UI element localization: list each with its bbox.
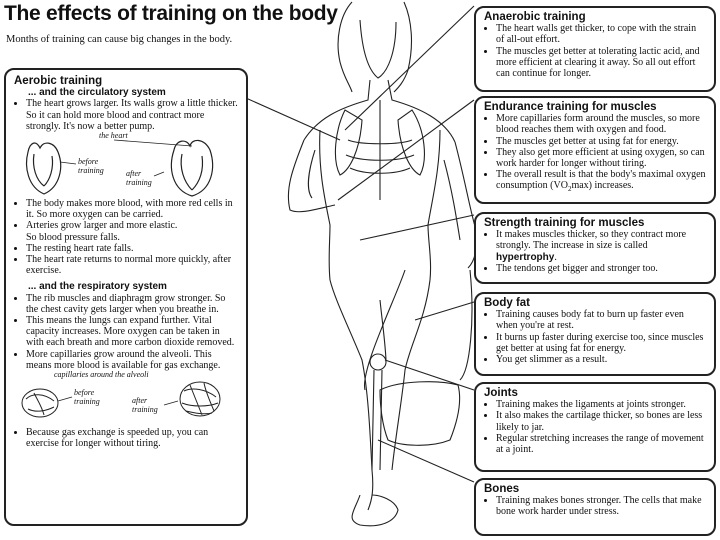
page-title: The effects of training on the body [4, 2, 338, 25]
vo2-text-prefix: The overall result is that the body's maximal oxygen consumption (VO [496, 169, 706, 192]
circulatory-bullet: • The body makes more blood, with more red cells in it. So more oxygen can be carried. [26, 198, 238, 220]
anaerobic-bullet: • The muscles get better at tolerating lactic acid, and more efficient at clearing it away. So all out effort can continue for longer. [496, 46, 706, 80]
strength-text-end: . [554, 251, 557, 263]
body-fat-heading: Body fat [484, 297, 530, 309]
page-subtitle: Months of training can cause big changes in the body. [6, 34, 233, 45]
endurance-bullet: • They also get more efficient at using oxygen, so can work harder for longer without tiring. [496, 147, 706, 169]
joints-panel [474, 382, 716, 472]
joints-bullet: • Regular stretching increases the range of movement at a joint. [496, 433, 706, 455]
circulatory-bullet: • The resting heart rate falls. [26, 243, 238, 254]
vo2-subscript: 2 [567, 185, 572, 194]
heart-after-label: after training [126, 169, 152, 187]
vo2-text-suffix: max) increases. [571, 180, 634, 192]
circulatory-bullet: • The heart grows larger. Its walls grow a little thicker. So it can hold more blood and contract more strongly. It's now a better pump. [26, 98, 238, 132]
heart-before-label: before training [78, 157, 104, 175]
respiratory-bullet: • The rib muscles and diaphragm grow stronger. So the chest cavity gets larger when you breathe in. [26, 293, 238, 315]
circulatory-bullet: • Arteries grow larger and more elastic. [26, 220, 238, 231]
alveoli-label: capillaries around the alveoli [54, 370, 149, 380]
body-fat-panel [474, 292, 716, 376]
strength-heading: Strength training for muscles [484, 217, 645, 229]
heart-illustration [14, 132, 234, 198]
aerobic-heading: Aerobic training [14, 75, 103, 87]
endurance-training-panel [474, 96, 716, 204]
circulatory-bullet: • The heart rate returns to normal more quickly, after exercise. [26, 254, 238, 276]
alveoli-diagram [14, 371, 238, 427]
heart-label: the heart [99, 131, 128, 141]
joints-bullet: • Training makes the ligaments at joints stronger. [496, 399, 706, 410]
strength-bullet [496, 229, 706, 263]
anaerobic-heading: Anaerobic training [484, 11, 586, 23]
bones-bullet: • Training makes bones stronger. The cells that make bone work harder under stress. [496, 495, 706, 517]
hypertrophy-term: hypertrophy [496, 251, 555, 263]
respiratory-bullet: • This means the lungs can expand further. Vital capacity increases. More oxygen can be taken in with each breath and more carbon dioxide removed. [26, 315, 238, 349]
bones-heading: Bones [484, 483, 520, 495]
body-fat-bullet: • Training causes body fat to burn up faster even when you're at rest. [496, 309, 706, 331]
respiratory-subheading: ... and the respiratory system [28, 281, 167, 293]
circulatory-line: So blood pressure falls. [26, 231, 120, 243]
strength-text: It makes muscles thicker, so they contract more strongly. The increase in size is called [496, 229, 687, 252]
circulatory-subheading: ... and the circulatory system [28, 87, 166, 99]
bones-panel [474, 478, 716, 536]
body-fat-bullet: • It burns up faster during exercise too, since muscles get better at using fat for energy. [496, 332, 706, 354]
alveoli-after-label: after training [132, 396, 158, 414]
joints-heading: Joints [484, 387, 518, 399]
strength-training-panel [474, 212, 716, 284]
heart-diagram [14, 132, 238, 198]
respiratory-bullet: • More capillaries grow around the alveoli. This means more blood is available for gas exchange. [26, 349, 238, 371]
anaerobic-bullet: • The heart walls get thicker, to cope with the strain of all-out effort. [496, 23, 706, 45]
anaerobic-training-panel [474, 6, 716, 92]
endurance-bullet: • The muscles get better at using fat for energy. [496, 136, 706, 147]
aerobic-training-panel [4, 68, 248, 526]
endurance-heading: Endurance training for muscles [484, 101, 657, 113]
endurance-bullet: • More capillaries form around the muscles, so more blood reaches them with oxygen and food. [496, 113, 706, 135]
body-fat-bullet: • You get slimmer as a result. [496, 354, 706, 365]
strength-bullet: • The tendons get bigger and stronger too. [496, 263, 706, 274]
alveoli-before-label: before training [74, 388, 100, 406]
respiratory-final-bullet: • Because gas exchange is speeded up, you can exercise for longer without tiring. [26, 427, 238, 449]
joints-bullet: • It also makes the cartilage thicker, so bones are less likely to jar. [496, 410, 706, 432]
endurance-vo2-bullet [496, 169, 706, 195]
